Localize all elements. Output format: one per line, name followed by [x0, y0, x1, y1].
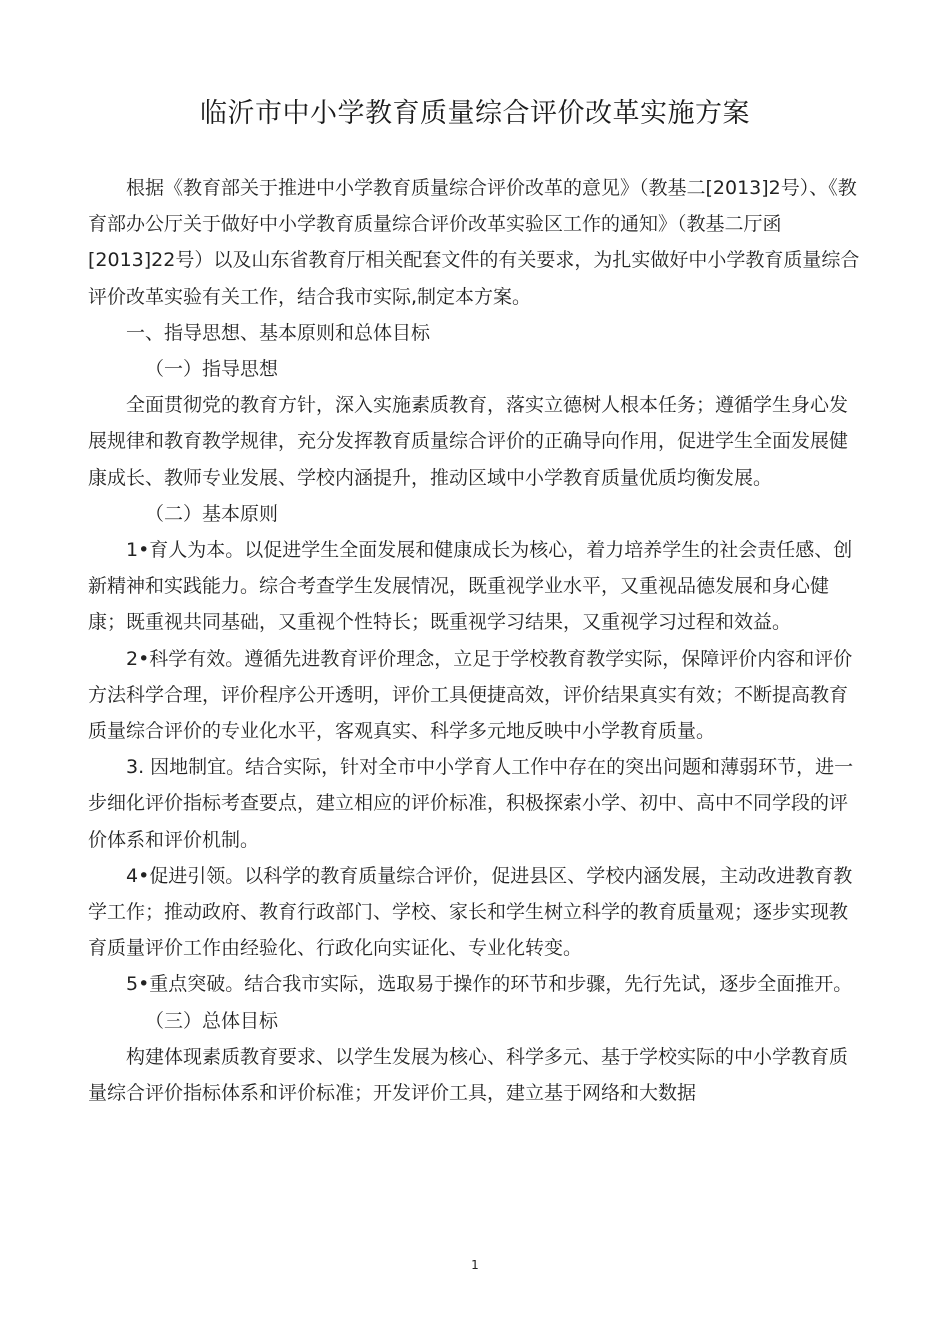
subsection-heading-guiding-ideology: （一）指导思想 — [145, 358, 279, 381]
principle-4-paragraph: 4•促进引领。以科学的教育质量综合评价，促进县区、学校内涵发展，主动改进教育教学工作；推动政府、教育行政部门、学校、家长和学生树立科学的教育质量观；逐步实现教育质量评价工作由经验化、行政化向实证化、专业化转变。 — [88, 864, 853, 960]
subsection-heading-basic-principles: （二）基本原则 — [145, 502, 279, 525]
principle-5-paragraph: 5•重点突破。结合我市实际，选取易于操作的环节和步骤，先行先试，逐步全面推开。 — [126, 973, 853, 996]
principle-1-paragraph: 1•育人为本。以促进学生全面发展和健康成长为核心，着力培养学生的社会责任感、创新精神和实践能力。综合考查学生发展情况，既重视学业水平，又重视品德发展和身心健康；既重视共同基础，又重视个性特长；既重视学习结果，又重视学习过程和效益。 — [88, 539, 853, 634]
document-body — [88, 170, 864, 1111]
principle-3-paragraph: 3. 因地制宜。结合实际，针对全市中小学育人工作中存在的突出问题和薄弱环节，进一步细化评价指标考查要点，建立相应的评价标准，积极探索小学、初中、高中不同学段的评价体系和评价机制。 — [88, 756, 854, 851]
section-heading-1: 一、指导思想、基本原则和总体目标 — [126, 321, 431, 344]
subsection-heading-overall-goals: （三）总体目标 — [145, 1009, 279, 1032]
document-title: 临沂市中小学教育质量综合评价改革实施方案 — [200, 98, 750, 129]
principle-2-paragraph: 2•科学有效。遵循先进教育评价理念，立足于学校教育教学实际，保障评价内容和评价方法科学合理，评价程序公开透明，评价工具便捷高效，评价结果真实有效；不断提高教育质量综合评价的专业化水平，客观真实、科学多元地反映中小学教育质量。 — [88, 647, 853, 743]
intro-paragraph: 根据《教育部关于推进中小学教育质量综合评价改革的意见》（教基二[2013]2号）、《教育部办公厅关于做好中小学教育质量综合评价改革实验区工作的通知》（教基二厅函[2013]22号）以及山东省教育厅相关配套文件的有关要求，为扎实做好中小学教育质量综合评价改革实验有关工作，结合我市实际,制定本方案。 — [88, 177, 860, 308]
overall-goals-paragraph: 构建体现素质教育要求、以学生发展为核心、科学多元、基于学校实际的中小学教育质量综合评价指标体系和评价标准；开发评价工具，建立基于网络和大数据 — [88, 1045, 849, 1105]
guiding-ideology-paragraph: 全面贯彻党的教育方针，深入实施素质教育，落实立德树人根本任务；遵循学生身心发展规律和教育教学规律，充分发挥教育质量综合评价的正确导向作用，促进学生全面发展健康成长、教师专业发展、学校内涵提升，推动区域中小学教育质量优质均衡发展。 — [88, 394, 849, 489]
page-number: 1 — [471, 1258, 479, 1272]
